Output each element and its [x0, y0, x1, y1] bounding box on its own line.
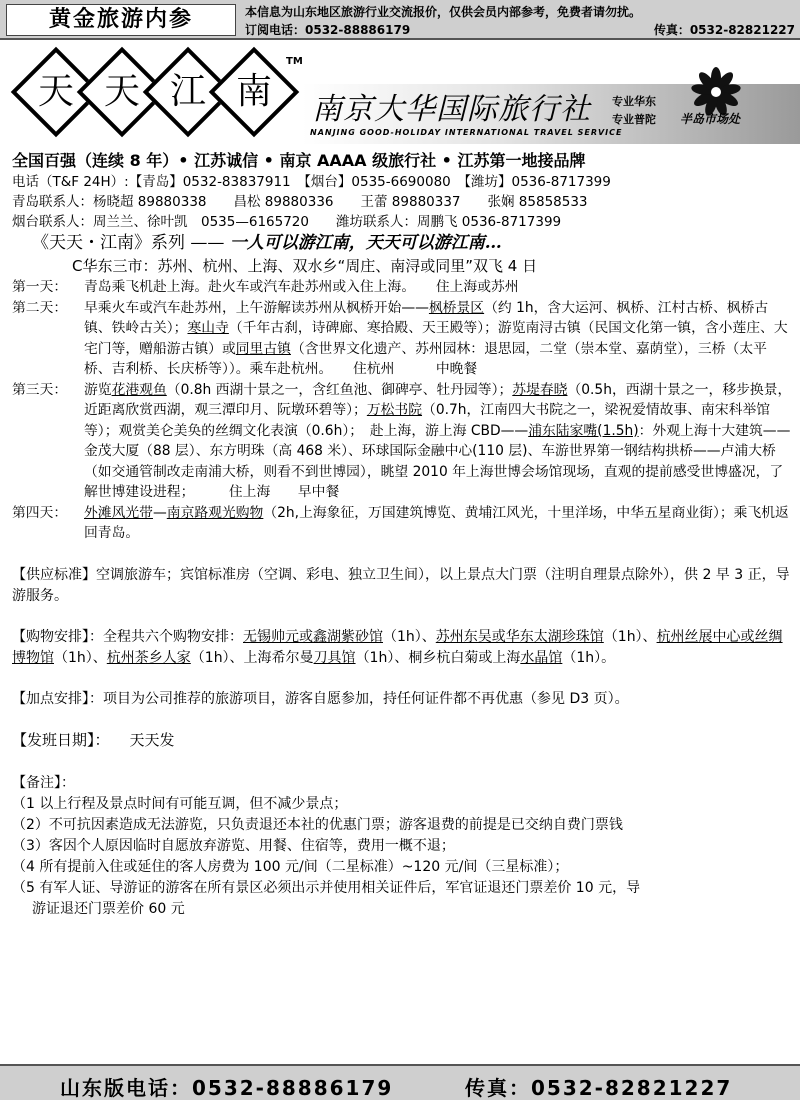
remark-item: 游证退还门票差价 60 元 [32, 900, 185, 917]
shop-name: 无锡帅元或鑫湖紫砂馆 [243, 628, 383, 645]
day-label: 第四天： [12, 504, 68, 521]
series-dash: —— [190, 233, 225, 253]
logo-char-1: 天 [37, 71, 74, 112]
section-text: （1h）、 [603, 628, 657, 645]
shop-name: 水晶馆 [520, 649, 563, 666]
shop-name: 刀具馆 [313, 649, 356, 666]
day-text: （0.5h，西湖十景之一，移步换景，近距离欣赏西湖，观三潭印月、阮墩环碧等）； [84, 381, 792, 418]
shop-name: 苏州东吴或华东太湖珍珠馆 [435, 628, 604, 645]
section-text: 空调旅游车；宾馆标准房（空调、彩电、独立卫生间），以上景点大门票（注明自理景点除外），供 2 早 3 正，导游服务。 [12, 566, 790, 604]
scenic-spot: 万松书院 [366, 402, 423, 418]
section-text: （1h）、 [54, 649, 107, 666]
peninsula-market-office: 半岛市场处 [680, 112, 741, 126]
hotline-phones: 电话（T&F 24H）:【青岛】0532-83837911 【烟台】0535-6690080 【潍坊】0536-8717399 [12, 174, 611, 190]
scenic-spot: 同里古镇 [235, 340, 291, 357]
header-fax: 传真：0532-82821227 [653, 23, 795, 37]
footer-fax: 传真：0532-82821227 [465, 1076, 733, 1100]
departure-value: 天天发 [129, 730, 175, 749]
section-text: （1h）、 [383, 628, 436, 645]
section-text: ：项目为公司推荐的旅游项目，游客自愿参加，持任何证件都不再优惠（参见 D3 页）。 [89, 690, 629, 707]
day-text: （含世界文化遗产、苏州园林：退思园，二堂（崇本堂、嘉荫堂），三桥（太平桥、吉利桥、长庆桥等））。乘车赴杭州。 住杭州 中晚餐 [84, 340, 767, 377]
day-text: （0.7h，江南四大书院之一，梁祝爱情故事、南宋科举馆等）；观赏美仑美奂的丝绸文化表演（0.6h）； 赴上海，游上海 CBD—— [84, 402, 771, 439]
departure-sep: ： [94, 730, 110, 749]
section-label: 【购物安排】 [12, 628, 89, 645]
remark-item: （3）客因个人原因临时自愿放弃游览、用餐、住宿等，费用一概不退； [12, 837, 455, 854]
trademark-mark: TM [286, 56, 303, 67]
itinerary-day-1 [12, 277, 792, 298]
remarks [12, 773, 792, 920]
logo-char-4: 南 [235, 71, 272, 112]
section-text: ：全程共六个购物安排： [89, 628, 243, 645]
section-text: （1h）、上海希尔曼 [190, 649, 314, 666]
qingdao-contacts: 青岛联系人：杨晓超 89880338 昌松 89880336 王蕾 89880337 张娴 85858533 [12, 194, 588, 210]
remarks-label: 【备注】： [12, 774, 75, 791]
agency-credentials: 全国百强（连续 8 年）• 江苏诚信 • 南京 AAAA 级旅行社 • 江苏第一地接品牌 [12, 151, 586, 170]
day-label: 第三天： [12, 381, 68, 398]
spacer [12, 544, 792, 565]
remark-item: （2）不可抗因素造成无法游览，只负责退还本社的优惠门票；游客退费的前提是已交纳自费门票钱 [12, 816, 623, 833]
day-text: ：外观上海十大建筑——金茂大厦（88 层）、东方明珠（高 468 米）、环球国际金融中心(110 层)、车游世界第一钢结构拱桥——卢浦大桥（如交通管制改走南浦大桥，则看不到世博园），眺望 2010 年上海世博会场馆现场，直观的提前感受世博盛况，了解世博建设进程； 住上海 早中餐 [84, 422, 791, 500]
route-title: C华东三市：苏州、杭州、上海、双水乡“周庄、南浔或同里”双飞 4 日 [72, 257, 538, 275]
section-label: 【加点安排】 [12, 690, 89, 707]
optional-activities [12, 689, 792, 710]
day-text: （2h,上海象征，万国建筑博览、黄埔江风光，十里洋场，中华五星商业街）；乘飞机返回青岛。 [84, 504, 789, 541]
shopping-arrangement [12, 627, 792, 669]
departure-date [12, 730, 792, 751]
itinerary-day-4 [12, 503, 792, 544]
specialty-putuo: 专业普陀 [612, 113, 656, 126]
remark-item: （4 所有提前入住或延住的客人房费为 100 元/间（二星标准）~120 元/间（三星标准）； [12, 858, 569, 875]
remark-item: （5 有军人证、导游证的游客在所有景区必须出示并使用相关证件后，军官证退还门票差价 10 元，导 [12, 879, 641, 896]
day-label: 第一天： [12, 279, 68, 295]
scenic-spot: 南京路观光购物 [166, 504, 264, 521]
spacer [12, 710, 792, 730]
main-content [12, 150, 792, 920]
section-label: 【供应标准】 [12, 566, 96, 583]
shop-name: 杭州丝展中心或丝绸博物馆 [12, 628, 783, 666]
spacer [12, 607, 792, 627]
itinerary-day-3 [12, 380, 792, 503]
day-text: 游览 [84, 381, 112, 398]
day-text: （千年古刹，诗碑廊、寒拾殿、天王殿等）；游览南浔古镇（民国文化第一镇，含小莲庄、大宅门等，赠船游古镇）或 [84, 320, 788, 357]
series-slogan: 一人可以游江南，天天可以游江南… [229, 233, 502, 253]
section-text: （1h）、桐乡杭白菊或上海 [355, 649, 521, 666]
member-notice: 本信息为山东地区旅游行业交流报价，仅供会员内部参考，免费者请勿扰。 [245, 5, 642, 19]
remark-item: （1 以上行程及景点时间有可能互调，但不减少景点； [12, 795, 348, 812]
day-text: （0.8h 西湖十景之一，含红鱼池、御碑亭、牡丹园等）； [166, 381, 513, 398]
scenic-spot: 苏堤春晓 [512, 381, 568, 398]
scenic-spot: 外滩风光带 [84, 504, 153, 521]
logo-area [0, 44, 800, 148]
logo-char-2: 天 [103, 71, 140, 112]
day-text: — [152, 504, 167, 521]
subscription-line [245, 21, 795, 38]
scenic-spot: 枫桥景区 [428, 299, 485, 316]
spacer [12, 751, 792, 773]
day-text: 青岛乘飞机赴上海。赴火车或汽车赴苏州或入住上海。 住上海或苏州 [84, 279, 519, 295]
logo-char-3: 江 [169, 71, 206, 112]
scenic-spot: 寒山寺 [187, 320, 229, 336]
day-text: 早乘火车或汽车赴苏州，上午游解读苏州从枫桥开始—— [84, 299, 429, 316]
series-name: 《天天・江南》系列 [32, 233, 185, 253]
section-text: （1h）。 [562, 649, 616, 666]
series-title [32, 232, 792, 255]
day-text: （约 1h，含大运河、枫桥、江村古桥、枫桥古镇、铁岭古关）； [84, 299, 769, 336]
specialty-east-china: 专业华东 [612, 95, 656, 108]
yantai-contacts: 烟台联系人：周兰兰、徐叶凯 0535—6165720 潍坊联系人：周鹏飞 0536-8717399 [12, 214, 562, 230]
top-banner [0, 0, 800, 40]
spacer [12, 669, 792, 689]
brand-title: 黄金旅游内参 [6, 4, 236, 36]
scenic-spot: 浦东陆家嘴(1.5h) [528, 422, 639, 439]
agency-name-en: NANJING GOOD-HOLIDAY INTERNATIONAL TRAVEL SERVICE [310, 128, 623, 137]
footer-phone: 山东版电话：0532-88886179 [60, 1076, 394, 1100]
scenic-spot: 花港观鱼 [111, 381, 167, 398]
shop-name: 杭州茶乡人家 [106, 649, 191, 666]
bottom-banner [0, 1064, 800, 1100]
supply-standard [12, 565, 792, 607]
order-phone: 订阅电话：0532-88886179 [245, 23, 411, 37]
day-label: 第二天： [12, 299, 68, 316]
section-label: 【发班日期】 [12, 730, 95, 749]
itinerary-day-2 [12, 298, 792, 380]
agency-name-cn: 南京大华国际旅行社 [312, 92, 591, 127]
